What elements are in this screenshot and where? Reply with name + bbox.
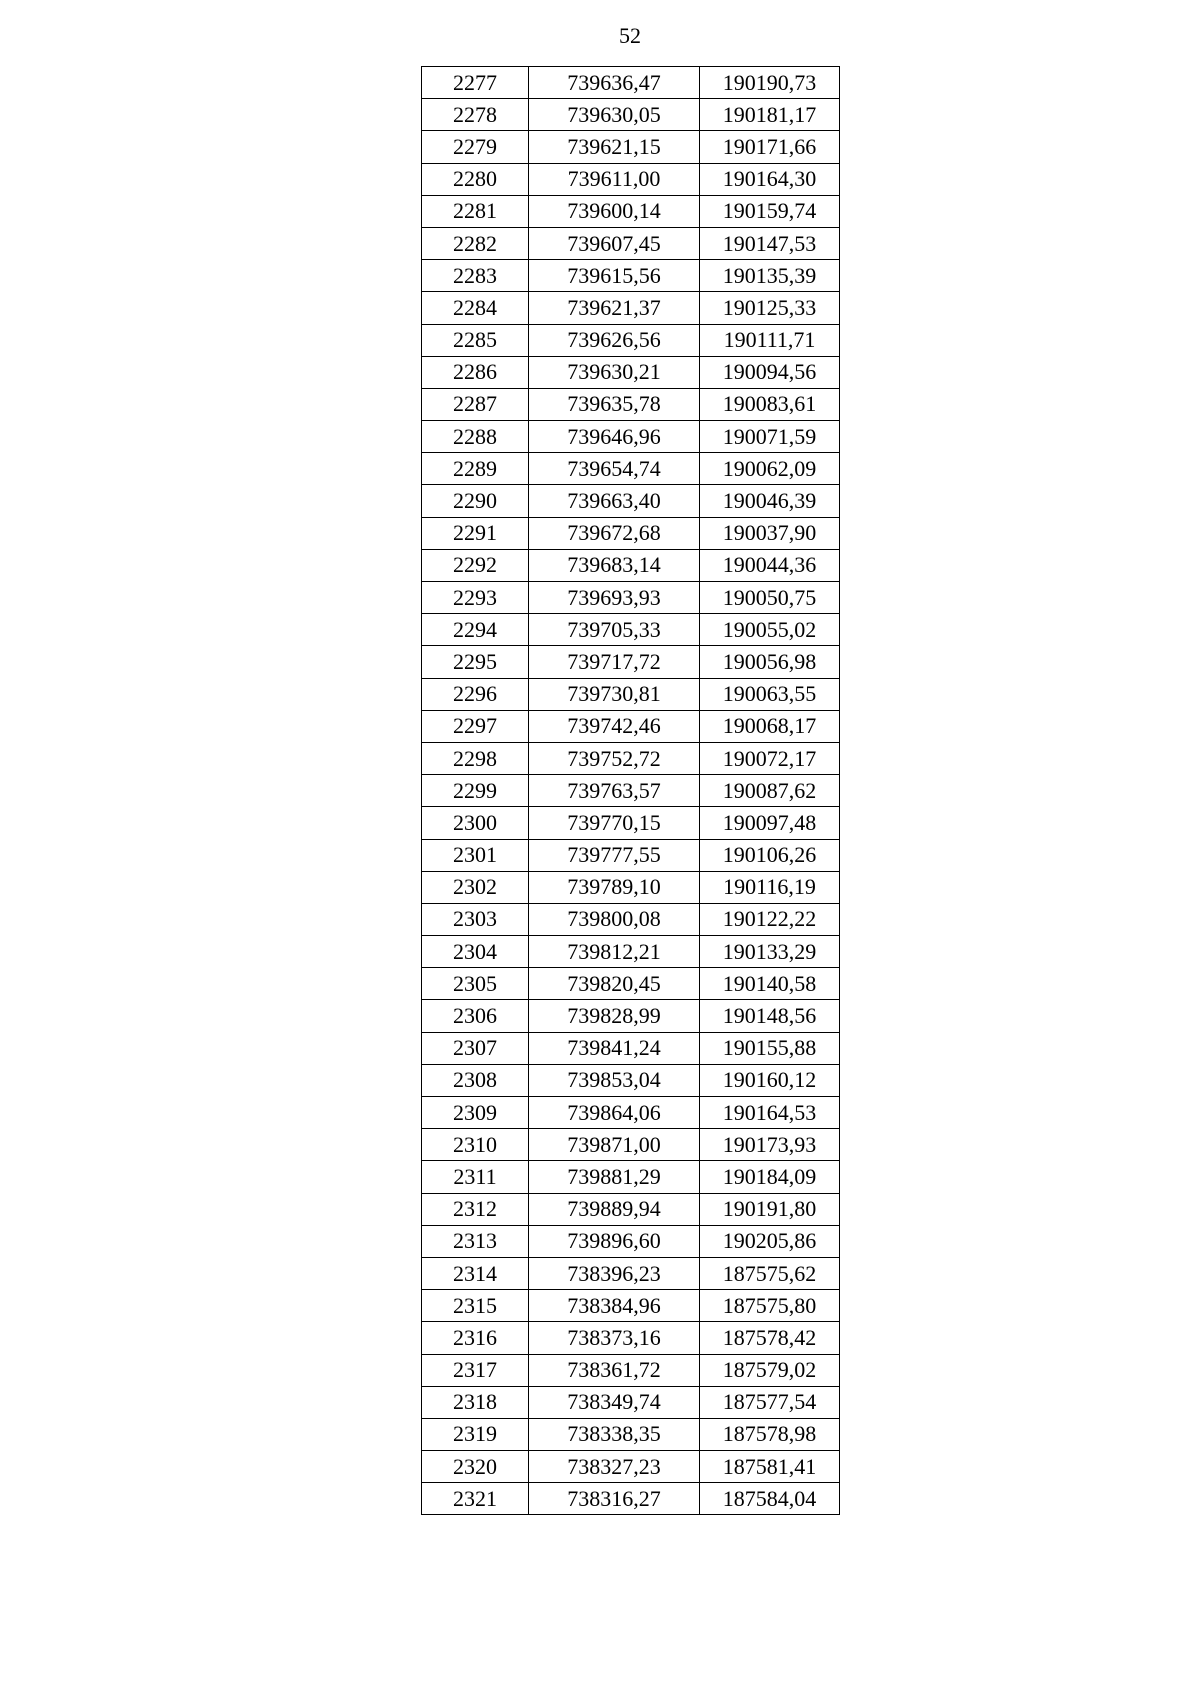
y-coordinate-cell: 187578,98 [700,1418,840,1450]
y-coordinate-cell: 190116,19 [700,871,840,903]
table-row [422,292,840,324]
y-coordinate-cell: 187578,42 [700,1322,840,1354]
y-coordinate-cell: 190135,39 [700,260,840,292]
y-coordinate-cell: 190184,09 [700,1161,840,1193]
point-number-cell: 2298 [422,742,529,774]
table-row [422,646,840,678]
y-coordinate-cell: 190125,33 [700,292,840,324]
point-number-cell: 2302 [422,871,529,903]
point-number-cell: 2288 [422,421,529,453]
point-number-cell: 2282 [422,227,529,259]
table-row [422,1097,840,1129]
y-coordinate-cell: 190072,17 [700,742,840,774]
y-coordinate-cell: 190087,62 [700,775,840,807]
table-row [422,871,840,903]
table-row [422,710,840,742]
table-row [422,742,840,774]
x-coordinate-cell: 739621,15 [529,131,700,163]
y-coordinate-cell: 190106,26 [700,839,840,871]
y-coordinate-cell: 190050,75 [700,582,840,614]
table-row [422,839,840,871]
x-coordinate-cell: 738316,27 [529,1483,700,1515]
x-coordinate-cell: 739789,10 [529,871,700,903]
table-row [422,260,840,292]
table-row [422,1032,840,1064]
point-number-cell: 2319 [422,1418,529,1450]
x-coordinate-cell: 739611,00 [529,163,700,195]
table-row [422,1386,840,1418]
x-coordinate-cell: 739864,06 [529,1097,700,1129]
table-row [422,1451,840,1483]
table-row [422,1483,840,1515]
x-coordinate-cell: 739812,21 [529,936,700,968]
y-coordinate-cell: 190155,88 [700,1032,840,1064]
table-row [422,1225,840,1257]
table-row [422,1322,840,1354]
x-coordinate-cell: 739630,21 [529,356,700,388]
point-number-cell: 2317 [422,1354,529,1386]
table-row [422,99,840,131]
table-row [422,324,840,356]
y-coordinate-cell: 190044,36 [700,549,840,581]
point-number-cell: 2284 [422,292,529,324]
table-row [422,1418,840,1450]
y-coordinate-cell: 190173,93 [700,1129,840,1161]
y-coordinate-cell: 190205,86 [700,1225,840,1257]
point-number-cell: 2296 [422,678,529,710]
coordinates-table-body [422,67,840,1515]
point-number-cell: 2291 [422,517,529,549]
x-coordinate-cell: 739770,15 [529,807,700,839]
x-coordinate-cell: 739752,72 [529,742,700,774]
y-coordinate-cell: 190171,66 [700,131,840,163]
point-number-cell: 2295 [422,646,529,678]
x-coordinate-cell: 739763,57 [529,775,700,807]
table-row [422,388,840,420]
table-row [422,227,840,259]
x-coordinate-cell: 739828,99 [529,1000,700,1032]
coordinates-table [421,66,840,1515]
x-coordinate-cell: 738361,72 [529,1354,700,1386]
table-row [422,1129,840,1161]
x-coordinate-cell: 739871,00 [529,1129,700,1161]
y-coordinate-cell: 190046,39 [700,485,840,517]
y-coordinate-cell: 190191,80 [700,1193,840,1225]
table-row [422,1000,840,1032]
x-coordinate-cell: 739881,29 [529,1161,700,1193]
point-number-cell: 2310 [422,1129,529,1161]
table-row [422,356,840,388]
table-row [422,582,840,614]
table-row [422,421,840,453]
point-number-cell: 2289 [422,453,529,485]
table-row [422,1290,840,1322]
point-number-cell: 2311 [422,1161,529,1193]
point-number-cell: 2315 [422,1290,529,1322]
y-coordinate-cell: 187575,80 [700,1290,840,1322]
x-coordinate-cell: 738349,74 [529,1386,700,1418]
y-coordinate-cell: 190147,53 [700,227,840,259]
table-row [422,549,840,581]
x-coordinate-cell: 739626,56 [529,324,700,356]
table-row [422,1193,840,1225]
x-coordinate-cell: 739841,24 [529,1032,700,1064]
y-coordinate-cell: 187579,02 [700,1354,840,1386]
table-row [422,485,840,517]
x-coordinate-cell: 739683,14 [529,549,700,581]
x-coordinate-cell: 739615,56 [529,260,700,292]
x-coordinate-cell: 739800,08 [529,903,700,935]
point-number-cell: 2290 [422,485,529,517]
table-row [422,131,840,163]
y-coordinate-cell: 190122,22 [700,903,840,935]
point-number-cell: 2304 [422,936,529,968]
x-coordinate-cell: 739742,46 [529,710,700,742]
x-coordinate-cell: 739621,37 [529,292,700,324]
point-number-cell: 2277 [422,67,529,99]
y-coordinate-cell: 187584,04 [700,1483,840,1515]
y-coordinate-cell: 190140,58 [700,968,840,1000]
y-coordinate-cell: 187581,41 [700,1451,840,1483]
table-row [422,903,840,935]
x-coordinate-cell: 739635,78 [529,388,700,420]
y-coordinate-cell: 190083,61 [700,388,840,420]
y-coordinate-cell: 190056,98 [700,646,840,678]
x-coordinate-cell: 739630,05 [529,99,700,131]
y-coordinate-cell: 190133,29 [700,936,840,968]
point-number-cell: 2278 [422,99,529,131]
y-coordinate-cell: 190037,90 [700,517,840,549]
point-number-cell: 2316 [422,1322,529,1354]
table-row [422,1064,840,1096]
table-row [422,968,840,1000]
point-number-cell: 2303 [422,903,529,935]
y-coordinate-cell: 190055,02 [700,614,840,646]
y-coordinate-cell: 190190,73 [700,67,840,99]
point-number-cell: 2321 [422,1483,529,1515]
point-number-cell: 2313 [422,1225,529,1257]
table-row [422,517,840,549]
x-coordinate-cell: 739820,45 [529,968,700,1000]
x-coordinate-cell: 739636,47 [529,67,700,99]
x-coordinate-cell: 738384,96 [529,1290,700,1322]
table-row [422,807,840,839]
x-coordinate-cell: 739853,04 [529,1064,700,1096]
x-coordinate-cell: 738373,16 [529,1322,700,1354]
table-row [422,1257,840,1289]
point-number-cell: 2283 [422,260,529,292]
point-number-cell: 2301 [422,839,529,871]
point-number-cell: 2314 [422,1257,529,1289]
table-row [422,195,840,227]
point-number-cell: 2293 [422,582,529,614]
x-coordinate-cell: 739896,60 [529,1225,700,1257]
point-number-cell: 2306 [422,1000,529,1032]
y-coordinate-cell: 190160,12 [700,1064,840,1096]
y-coordinate-cell: 190159,74 [700,195,840,227]
y-coordinate-cell: 190062,09 [700,453,840,485]
y-coordinate-cell: 187577,54 [700,1386,840,1418]
point-number-cell: 2297 [422,710,529,742]
y-coordinate-cell: 190068,17 [700,710,840,742]
point-number-cell: 2287 [422,388,529,420]
point-number-cell: 2281 [422,195,529,227]
table-row [422,1354,840,1386]
point-number-cell: 2294 [422,614,529,646]
point-number-cell: 2299 [422,775,529,807]
point-number-cell: 2312 [422,1193,529,1225]
table-row [422,163,840,195]
y-coordinate-cell: 190181,17 [700,99,840,131]
point-number-cell: 2320 [422,1451,529,1483]
x-coordinate-cell: 738327,23 [529,1451,700,1483]
x-coordinate-cell: 739693,93 [529,582,700,614]
table-row [422,678,840,710]
x-coordinate-cell: 739646,96 [529,421,700,453]
x-coordinate-cell: 739600,14 [529,195,700,227]
x-coordinate-cell: 739672,68 [529,517,700,549]
y-coordinate-cell: 190148,56 [700,1000,840,1032]
page-number: 52 [619,23,641,48]
x-coordinate-cell: 739730,81 [529,678,700,710]
x-coordinate-cell: 739654,74 [529,453,700,485]
table-row [422,67,840,99]
y-coordinate-cell: 190097,48 [700,807,840,839]
point-number-cell: 2318 [422,1386,529,1418]
table-row [422,614,840,646]
x-coordinate-cell: 739717,72 [529,646,700,678]
point-number-cell: 2305 [422,968,529,1000]
y-coordinate-cell: 190164,53 [700,1097,840,1129]
table-row [422,775,840,807]
point-number-cell: 2285 [422,324,529,356]
point-number-cell: 2279 [422,131,529,163]
point-number-cell: 2308 [422,1064,529,1096]
y-coordinate-cell: 190111,71 [700,324,840,356]
point-number-cell: 2280 [422,163,529,195]
y-coordinate-cell: 190094,56 [700,356,840,388]
table-row [422,1161,840,1193]
x-coordinate-cell: 738338,35 [529,1418,700,1450]
x-coordinate-cell: 739889,94 [529,1193,700,1225]
y-coordinate-cell: 190164,30 [700,163,840,195]
x-coordinate-cell: 739705,33 [529,614,700,646]
point-number-cell: 2292 [422,549,529,581]
y-coordinate-cell: 190071,59 [700,421,840,453]
x-coordinate-cell: 739777,55 [529,839,700,871]
table-row [422,453,840,485]
y-coordinate-cell: 190063,55 [700,678,840,710]
x-coordinate-cell: 738396,23 [529,1257,700,1289]
point-number-cell: 2286 [422,356,529,388]
x-coordinate-cell: 739663,40 [529,485,700,517]
y-coordinate-cell: 187575,62 [700,1257,840,1289]
point-number-cell: 2309 [422,1097,529,1129]
point-number-cell: 2300 [422,807,529,839]
x-coordinate-cell: 739607,45 [529,227,700,259]
table-row [422,936,840,968]
point-number-cell: 2307 [422,1032,529,1064]
